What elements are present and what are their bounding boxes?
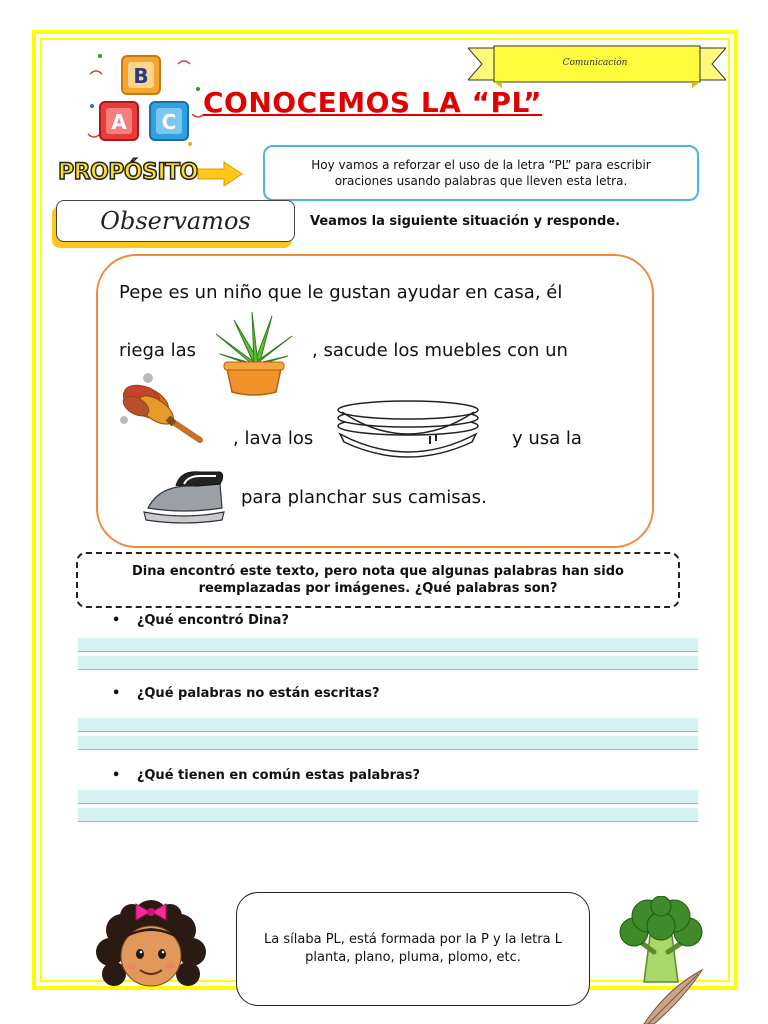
observe-label xyxy=(56,200,295,242)
story-line-4: para planchar sus camisas. xyxy=(241,487,487,508)
purpose-box xyxy=(263,145,699,201)
observe-label-text: Observamos xyxy=(100,207,251,235)
answer-line[interactable] xyxy=(78,638,698,652)
story-line-3b: y usa la xyxy=(512,428,582,449)
question-2 xyxy=(112,686,380,701)
answer-line[interactable] xyxy=(78,656,698,670)
story-line-3a: , lava los xyxy=(233,428,314,449)
speech-bubble xyxy=(236,892,590,1006)
story-line-1: Pepe es un niño que le gustan ayudar en casa, él xyxy=(119,282,563,303)
story-line-2b: , sacude los muebles con un xyxy=(312,340,568,361)
plant-icon xyxy=(214,312,294,396)
page-title: CONOCEMOS LA “PL” xyxy=(203,86,543,119)
note-text: Dina encontró este texto, pero nota que algunas palabras han sido reemplazadas por imágenes. ¿Qué palabras son? xyxy=(132,564,624,596)
abc-letter-a: A xyxy=(111,110,127,134)
feather-duster-icon xyxy=(108,370,206,446)
girl-avatar-icon xyxy=(92,900,210,996)
purpose-heading: PROPÓSITO xyxy=(58,160,198,185)
question-3-text: ¿Qué tienen en común estas palabras? xyxy=(136,768,421,783)
answer-line[interactable] xyxy=(78,736,698,750)
answer-lines-3[interactable] xyxy=(78,790,698,826)
observe-instruction: Veamos la siguiente situación y responde. xyxy=(310,214,621,229)
question-3 xyxy=(112,768,420,783)
arrow-right-icon xyxy=(196,160,244,188)
answer-line[interactable] xyxy=(78,790,698,804)
speech-text: La sílaba PL, está formada por la P y la letra L planta, plano, pluma, plomo, etc. xyxy=(264,932,562,965)
story-line-2a: riega las xyxy=(119,340,197,361)
question-2-text: ¿Qué palabras no están escritas? xyxy=(136,686,380,701)
iron-icon xyxy=(140,468,226,528)
subject-label: Comunicación xyxy=(562,58,628,68)
answer-lines-1[interactable] xyxy=(78,638,698,674)
abc-letter-b: B xyxy=(133,64,149,88)
answer-lines-2[interactable] xyxy=(78,718,698,754)
question-2-bullet: • xyxy=(112,686,121,701)
answer-line[interactable] xyxy=(78,808,698,822)
question-1-text: ¿Qué encontró Dina? xyxy=(136,613,289,628)
question-3-bullet: • xyxy=(112,768,121,783)
feather-icon xyxy=(640,968,704,1024)
answer-line[interactable] xyxy=(78,718,698,732)
abc-blocks-icon xyxy=(80,44,210,162)
question-1-bullet: • xyxy=(112,613,121,628)
question-1 xyxy=(112,613,289,628)
plates-icon xyxy=(334,398,482,458)
purpose-text: Hoy vamos a reforzar el uso de la letra “PL” para escribir oraciones usando palabras que lleven esta letra. xyxy=(311,158,651,188)
abc-letter-c: C xyxy=(161,110,177,134)
note-box xyxy=(76,552,680,608)
